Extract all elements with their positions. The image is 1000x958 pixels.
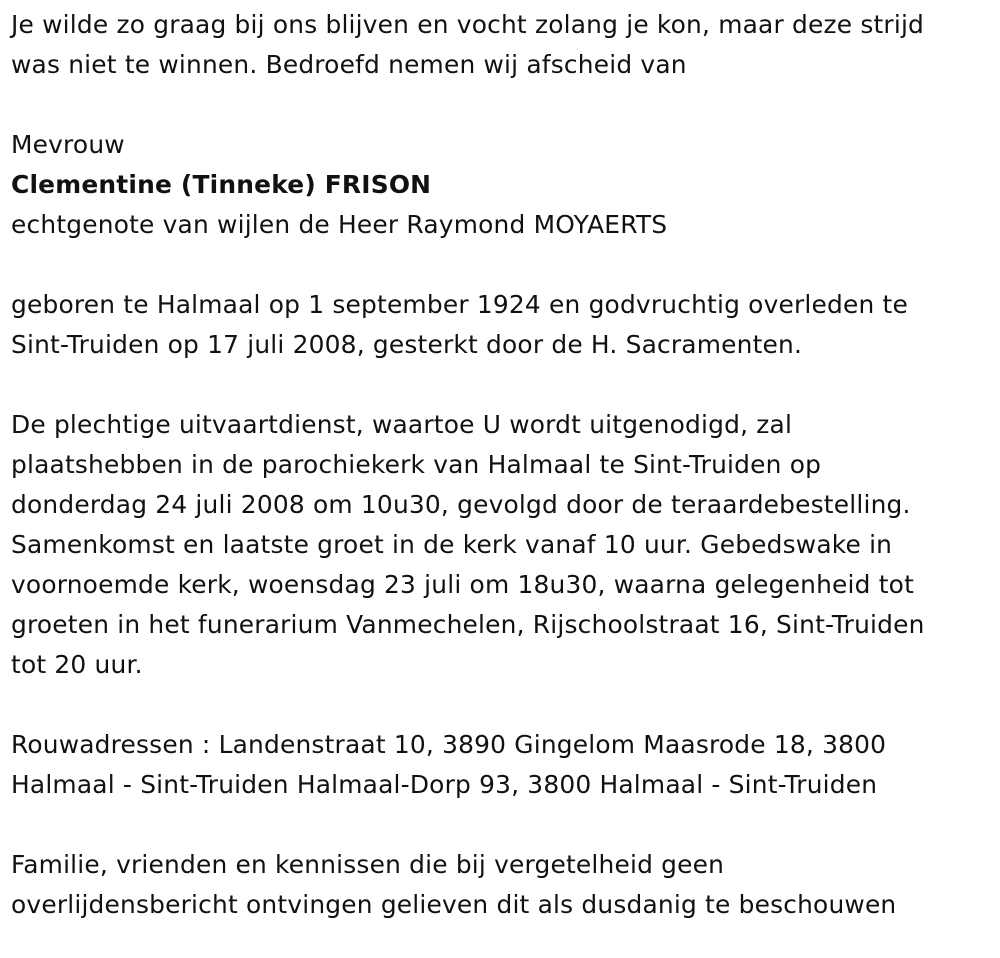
obituary-text [11,5,996,925]
birth-death-line: Sint-Truiden op 17 juli 2008, gesterkt door de H. Sacramenten. [11,330,803,359]
title-prefix: Mevrouw [11,130,125,159]
service-line: voornoemde kerk, woensdag 23 juli om 18u30, waarna gelegenheid tot [11,570,915,599]
paragraph-gap [11,685,996,725]
paragraph-gap [11,805,996,845]
intro-line: Je wilde zo graag bij ons blijven en vocht zolang je kon, maar deze strijd [11,10,925,39]
closing-line: Familie, vrienden en kennissen die bij vergetelheid geen [11,850,725,879]
address-line: Rouwadressen : Landenstraat 10, 3890 Gingelom Maasrode 18, 3800 [11,730,887,759]
service-line: donderdag 24 juli 2008 om 10u30, gevolgd door de teraardebestelling. [11,490,911,519]
service-line: groeten in het funerarium Vanmechelen, Rijschoolstraat 16, Sint-Truiden [11,610,925,639]
paragraph-gap [11,365,996,405]
spouse-line: echtgenote van wijlen de Heer Raymond MOYAERTS [11,210,668,239]
paragraph-gap [11,245,996,285]
closing-line: overlijdensbericht ontvingen gelieven dit als dusdanig te beschouwen [11,890,897,919]
address-line: Halmaal - Sint-Truiden Halmaal-Dorp 93, 3800 Halmaal - Sint-Truiden [11,770,878,799]
deceased-name: Clementine (Tinneke) FRISON [11,170,432,199]
intro-line: was niet te winnen. Bedroefd nemen wij afscheid van [11,50,687,79]
service-line: Samenkomst en laatste groet in de kerk vanaf 10 uur. Gebedswake in [11,530,893,559]
service-line: tot 20 uur. [11,650,143,679]
paragraph-gap [11,85,996,125]
birth-death-line: geboren te Halmaal op 1 september 1924 en godvruchtig overleden te [11,290,908,319]
service-line: De plechtige uitvaartdienst, waartoe U wordt uitgenodigd, zal [11,410,793,439]
service-line: plaatshebben in de parochiekerk van Halmaal te Sint-Truiden op [11,450,822,479]
